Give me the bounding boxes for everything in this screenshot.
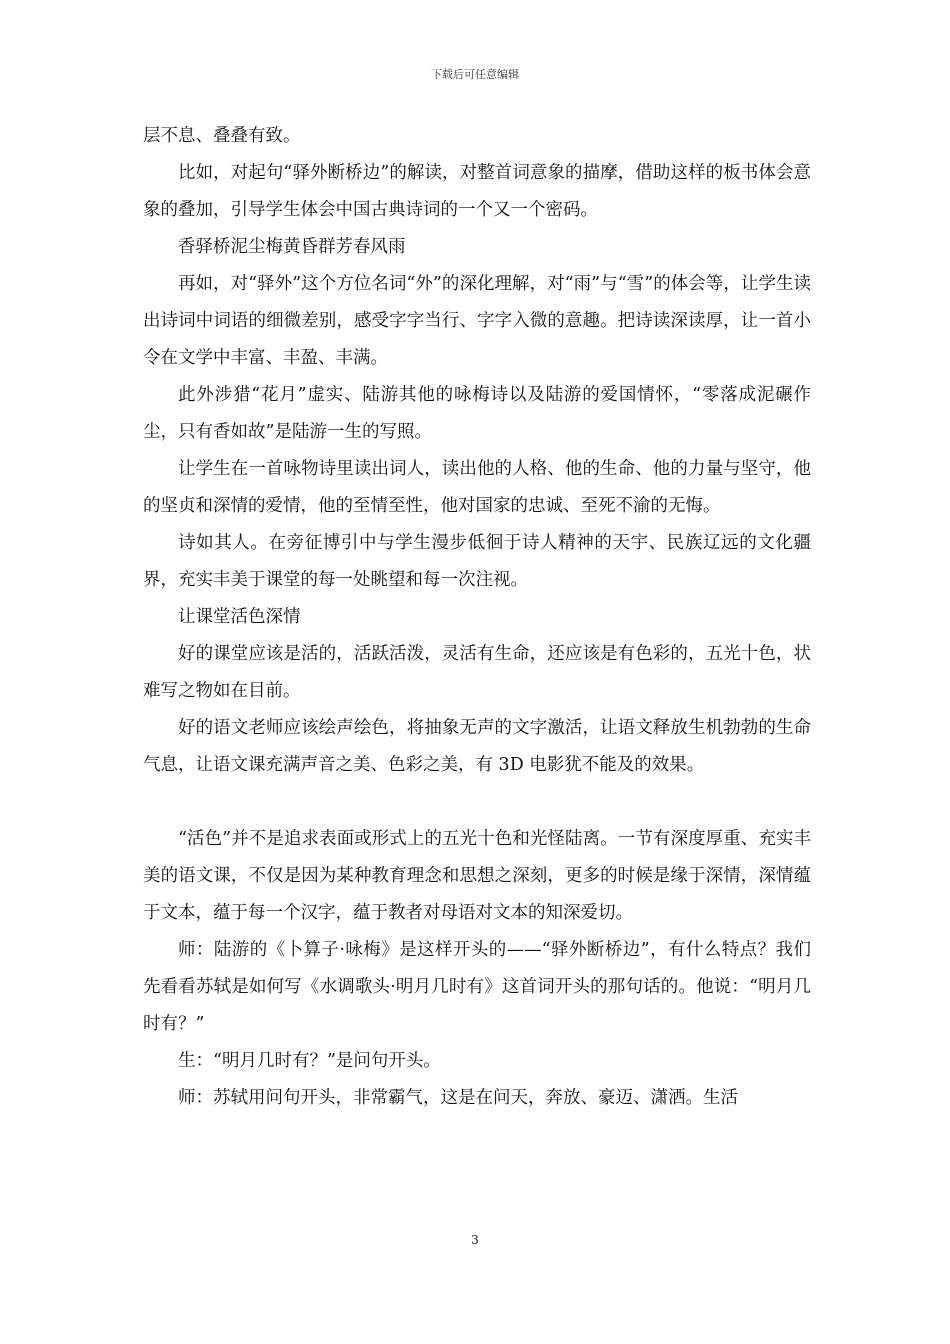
- board-writing-line: 香驿桥泥尘梅黄昏群芳春风雨: [178, 237, 406, 257]
- paragraph-continuation: 层不息、叠叠有致。: [143, 126, 301, 146]
- paragraph: 好的课堂应该是活的，活跃活泼，灵活有生命，还应该是有色彩的，五光十色，状难写之物如在目前。: [143, 644, 811, 701]
- dialogue-teacher: 师：苏轼用问句开头，非常霸气，这是在问天，奔放、豪迈、潇洒。生活: [178, 1088, 738, 1108]
- section-heading: 让课堂活色深情: [178, 607, 301, 627]
- dialogue-teacher: 师：陆游的《卜算子·咏梅》是这样开头的——“驿外断桥边”，有什么特点？我们先看看苏轼是如何写《水调歌头·明月几时有》这首词开头的那句话的。他说：“明月几时有？”: [143, 940, 811, 1034]
- page-number: 3: [471, 1233, 479, 1247]
- page-header: 下载后可任意编辑: [431, 68, 519, 81]
- paragraph: “活色”并不是追求表面或形式上的五光十色和光怪陆离。一节有深度厚重、充实丰美的语文课，不仅是因为某种教育理念和思想之深刻，更多的时候是缘于深情，深情蕴于文本，蕴于每一个汉字，蕴于教者对母语对文本的知深爱切。: [143, 829, 811, 923]
- paragraph: 此外涉猎“花月”虚实、陆游其他的咏梅诗以及陆游的爱国情怀，“零落成泥碾作尘，只有香如故”是陆游一生的写照。: [143, 385, 811, 442]
- document-body: [143, 118, 811, 1117]
- paragraph: 再如，对“驿外”这个方位名词“外”的深化理解，对“雨”与“雪”的体会等，让学生读出诗词中词语的细微差别，感受字字当行、字字入微的意趣。把诗读深读厚，让一首小令在文学中丰富、丰盈、丰满。: [143, 274, 811, 368]
- dialogue-student: 生：“明月几时有？”是问句开头。: [178, 1051, 441, 1071]
- paragraph: 诗如其人。在旁征博引中与学生漫步低徊于诗人精神的天宇、民族辽远的文化疆界，充实丰美于课堂的每一处眺望和每一次注视。: [143, 533, 811, 590]
- paragraph: 好的语文老师应该绘声绘色，将抽象无声的文字激活，让语文释放生机勃勃的生命气息，让语文课充满声音之美、色彩之美，有 3D 电影犹不能及的效果。: [143, 718, 811, 775]
- paragraph: 比如，对起句“驿外断桥边”的解读，对整首词意象的描摩，借助这样的板书体会意象的叠加，引导学生体会中国古典诗词的一个又一个密码。: [143, 163, 811, 220]
- paragraph: 让学生在一首咏物诗里读出词人，读出他的人格、他的生命、他的力量与坚守，他的坚贞和深情的爱情，他的至情至性，他对国家的忠诚、至死不渝的无悔。: [143, 459, 811, 516]
